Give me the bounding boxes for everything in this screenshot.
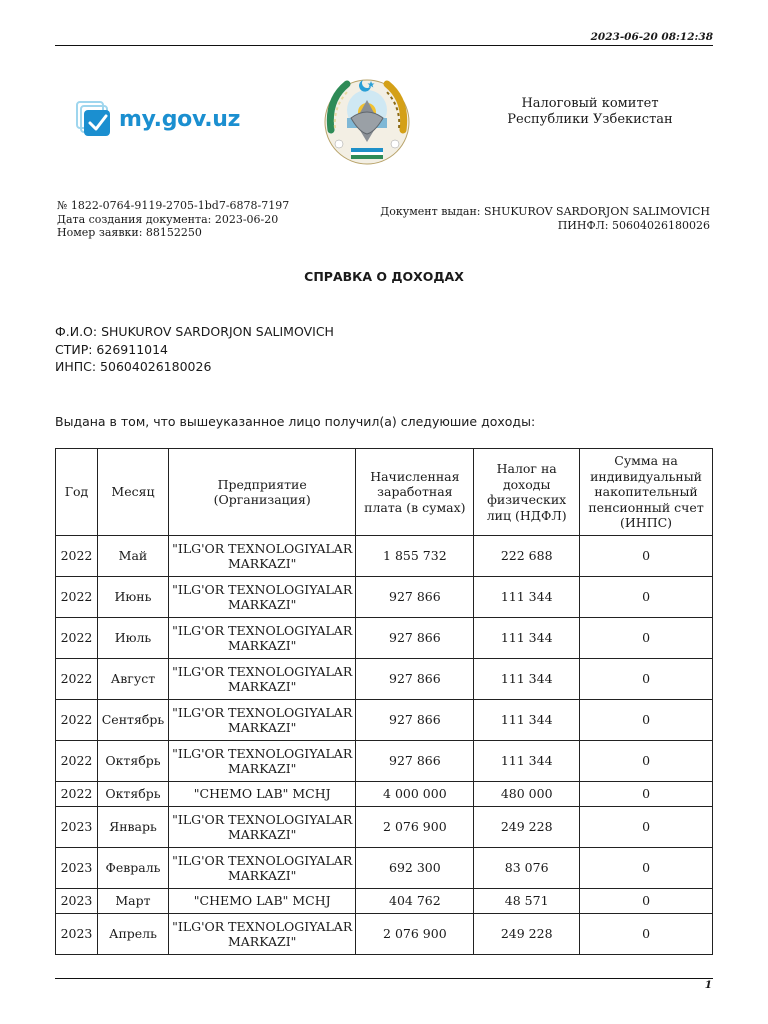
authority-line-2: Республики Узбекистан: [507, 112, 673, 127]
person-info: [55, 323, 334, 376]
cell-salary: 927 866: [356, 618, 474, 659]
page-title: СПРАВКА О ДОХОДАХ: [304, 269, 464, 284]
cell-organization: "ILG'OR TEXNOLOGIYALAR MARKAZI": [168, 848, 356, 889]
cell-year: 2022: [56, 536, 98, 577]
cell-tax: 222 688: [474, 536, 580, 577]
cell-month: Сентябрь: [97, 700, 168, 741]
intro-text: Выдана в том, что вышеуказанное лицо получил(а) следуюшие доходы:: [55, 414, 536, 429]
cell-tax: 111 344: [474, 700, 580, 741]
person-stir: СТИР: 626911014: [55, 341, 169, 357]
header-organization: Предприятие (Организация): [168, 449, 356, 536]
cell-salary: 2 076 900: [356, 914, 474, 955]
table-row: [56, 577, 713, 618]
person-fio: Ф.И.О: SHUKUROV SARDORJON SALIMOVICH: [55, 324, 334, 339]
cell-month: Октябрь: [97, 741, 168, 782]
table-row: [56, 889, 713, 914]
cell-pension: 0: [580, 848, 713, 889]
header-pension: Сумма на индивидуальный накопительный пенсионный счет (ИНПС): [580, 449, 713, 536]
cell-month: Июль: [97, 618, 168, 659]
cell-organization: "CHEMO LAB" MCHJ: [168, 782, 356, 807]
cell-organization: "ILG'OR TEXNOLOGIYALAR MARKAZI": [168, 807, 356, 848]
cell-salary: 927 866: [356, 659, 474, 700]
header-tax: Налог на доходы физических лиц (НДФЛ): [474, 449, 580, 536]
income-table: [55, 448, 713, 955]
cell-year: 2022: [56, 782, 98, 807]
checkbox-logo-icon: [75, 100, 111, 138]
cell-month: Январь: [97, 807, 168, 848]
cell-year: 2023: [56, 914, 98, 955]
header-divider: [55, 45, 713, 46]
header-year: Год: [56, 449, 98, 536]
cell-month: Май: [97, 536, 168, 577]
cell-salary: 927 866: [356, 700, 474, 741]
issued-to: Документ выдан: SHUKUROV SARDORJON SALIMOVICH: [380, 205, 710, 218]
cell-organization: "ILG'OR TEXNOLOGIYALAR MARKAZI": [168, 577, 356, 618]
cell-organization: "ILG'OR TEXNOLOGIYALAR MARKAZI": [168, 536, 356, 577]
cell-pension: 0: [580, 782, 713, 807]
cell-salary: 404 762: [356, 889, 474, 914]
cell-salary: 927 866: [356, 741, 474, 782]
state-emblem-icon: [317, 70, 417, 170]
cell-year: 2022: [56, 659, 98, 700]
cell-month: Март: [97, 889, 168, 914]
cell-year: 2023: [56, 807, 98, 848]
table-row: [56, 848, 713, 889]
page-number: 1: [704, 979, 712, 991]
cell-salary: 2 076 900: [356, 807, 474, 848]
logo-text: my.gov.uz: [119, 106, 241, 132]
document-timestamp: 2023-06-20 08:12:38: [590, 31, 713, 43]
document-created-date: Дата создания документа: 2023-06-20: [57, 212, 279, 226]
footer-divider: [55, 978, 713, 979]
cell-year: 2022: [56, 618, 98, 659]
cell-tax: 111 344: [474, 741, 580, 782]
table-row: [56, 536, 713, 577]
table-header-row: [56, 449, 713, 536]
cell-tax: 249 228: [474, 914, 580, 955]
cell-pension: 0: [580, 536, 713, 577]
cell-pension: 0: [580, 914, 713, 955]
cell-month: Октябрь: [97, 782, 168, 807]
cell-year: 2023: [56, 848, 98, 889]
cell-organization: "ILG'OR TEXNOLOGIYALAR MARKAZI": [168, 618, 356, 659]
cell-salary: 927 866: [356, 577, 474, 618]
table-row: [56, 700, 713, 741]
table-row: [56, 782, 713, 807]
cell-month: Февраль: [97, 848, 168, 889]
document-details: [57, 199, 289, 240]
cell-month: Август: [97, 659, 168, 700]
cell-pension: 0: [580, 700, 713, 741]
cell-tax: 48 571: [474, 889, 580, 914]
cell-organization: "ILG'OR TEXNOLOGIYALAR MARKAZI": [168, 659, 356, 700]
cell-pension: 0: [580, 741, 713, 782]
document-number: № 1822-0764-9119-2705-1bd7-6878-7197: [57, 199, 290, 212]
cell-year: 2023: [56, 889, 98, 914]
table-row: [56, 618, 713, 659]
cell-year: 2022: [56, 741, 98, 782]
mygov-logo: [75, 100, 240, 138]
cell-organization: "ILG'OR TEXNOLOGIYALAR MARKAZI": [168, 700, 356, 741]
cell-tax: 83 076: [474, 848, 580, 889]
cell-pension: 0: [580, 807, 713, 848]
table-row: [56, 741, 713, 782]
cell-tax: 480 000: [474, 782, 580, 807]
cell-year: 2022: [56, 700, 98, 741]
cell-month: Апрель: [97, 914, 168, 955]
cell-tax: 111 344: [474, 618, 580, 659]
cell-pension: 0: [580, 618, 713, 659]
table-row: [56, 807, 713, 848]
cell-salary: 1 855 732: [356, 536, 474, 577]
person-inps: ИНПС: 50604026180026: [55, 359, 212, 374]
table-row: [56, 659, 713, 700]
table-row: [56, 914, 713, 955]
header-salary: Начисленная заработная плата (в сумах): [356, 449, 474, 536]
cell-organization: "ILG'OR TEXNOLOGIYALAR MARKAZI": [168, 914, 356, 955]
cell-month: Июнь: [97, 577, 168, 618]
cell-tax: 111 344: [474, 659, 580, 700]
cell-salary: 692 300: [356, 848, 474, 889]
cell-tax: 249 228: [474, 807, 580, 848]
authority-line-1: Налоговый комитет: [521, 96, 659, 111]
header-month: Месяц: [97, 449, 168, 536]
issuing-authority: [500, 96, 680, 128]
cell-organization: "CHEMO LAB" MCHJ: [168, 889, 356, 914]
recipient-details: [380, 205, 710, 232]
cell-organization: "ILG'OR TEXNOLOGIYALAR MARKAZI": [168, 741, 356, 782]
cell-year: 2022: [56, 577, 98, 618]
cell-pension: 0: [580, 577, 713, 618]
cell-salary: 4 000 000: [356, 782, 474, 807]
cell-pension: 0: [580, 889, 713, 914]
cell-tax: 111 344: [474, 577, 580, 618]
pinfl: ПИНФЛ: 50604026180026: [557, 218, 710, 232]
cell-pension: 0: [580, 659, 713, 700]
request-number: Номер заявки: 88152250: [57, 226, 202, 239]
